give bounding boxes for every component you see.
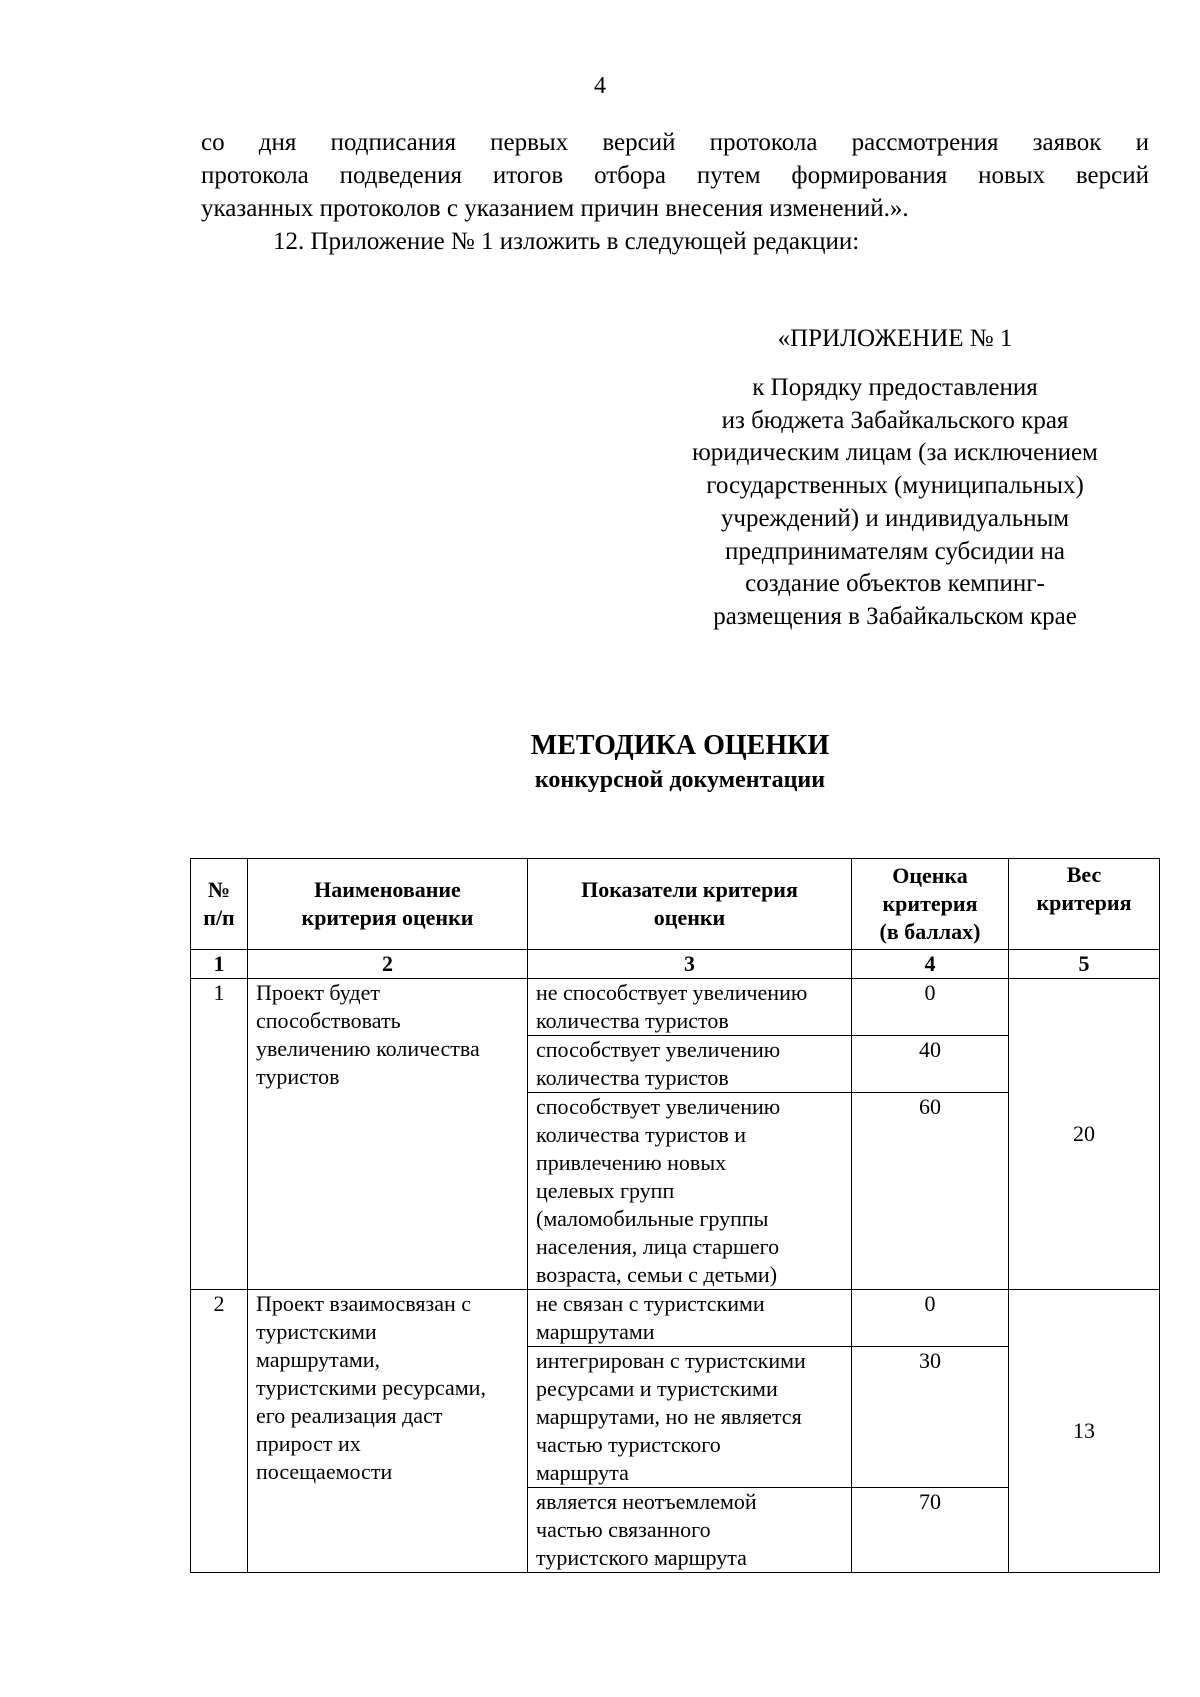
row-number: 1 xyxy=(191,979,248,1290)
column-number: 4 xyxy=(852,950,1009,979)
indicator-text: интегрирован с туристскими ресурсами и туристскими маршрутами, но не является частью туристского маршрута xyxy=(528,1347,852,1488)
page-number: 4 xyxy=(594,73,606,99)
indicator-score: 0 xyxy=(852,979,1009,1036)
header-criterion-name: Наименование критерия оценки xyxy=(248,859,528,950)
header-indicators: Показатели критерия оценки xyxy=(528,859,852,950)
intro-line: со дня подписания первых версий протокола рассмотрения заявок и xyxy=(201,129,1149,156)
appendix-caption-line: государственных (муниципальных) xyxy=(706,472,1084,500)
indicator-score: 0 xyxy=(852,1290,1009,1347)
appendix-caption-line: создание объектов кемпинг- xyxy=(745,570,1045,598)
method-title: МЕТОДИКА ОЦЕНКИ xyxy=(530,730,830,761)
indicator-text: способствует увеличению количества туристов и привлечению новых целевых групп (маломобильные группы населения, лица старшего возраста, семьи с детьми) xyxy=(528,1093,852,1290)
appendix-caption-line: из бюджета Забайкальского края xyxy=(721,406,1069,434)
indicator-text: не связан с туристскими маршрутами xyxy=(528,1290,852,1347)
column-number-row xyxy=(191,950,1160,979)
header-no: № п/п xyxy=(191,859,248,950)
appendix-caption-line: учреждений) и индивидуальным xyxy=(720,504,1070,532)
row-number: 2 xyxy=(191,1290,248,1573)
indicator-text: способствует увеличению количества туристов xyxy=(528,1036,852,1093)
appendix-caption-line: к Порядку предоставления xyxy=(752,374,1038,401)
intro-item-12: 12. Приложение № 1 изложить в следующей редакции: xyxy=(273,228,860,255)
indicator-score: 40 xyxy=(852,1036,1009,1093)
appendix-caption-line: размещения в Забайкальском крае xyxy=(713,602,1077,630)
header-weight: Вес критерия xyxy=(1009,859,1160,950)
indicator-text: не способствует увеличению количества туристов xyxy=(528,979,852,1036)
indicator-score: 60 xyxy=(852,1093,1009,1290)
appendix-caption-line: юридическим лицам (за исключением xyxy=(692,439,1098,467)
table-row xyxy=(191,1290,1160,1347)
intro-line: указанных протоколов с указанием причин внесения изменений.». xyxy=(201,195,909,222)
intro-paragraph xyxy=(201,126,1149,258)
criteria-table xyxy=(190,858,1160,1573)
intro-line: протокола подведения итогов отбора путем формирования новых версий xyxy=(201,162,1149,189)
table-header-row xyxy=(191,859,1160,950)
table-row xyxy=(191,979,1160,1036)
criterion-weight: 20 xyxy=(1009,979,1160,1290)
criterion-name: Проект будет способствовать увеличению количества туристов xyxy=(248,979,528,1290)
column-number: 1 xyxy=(191,950,248,979)
appendix-caption-line: предпринимателям субсидии на xyxy=(725,537,1065,565)
criterion-name: Проект взаимосвязан с туристскими маршрутами, туристскими ресурсами, его реализация даст прирост их посещаемости xyxy=(248,1290,528,1573)
column-number: 2 xyxy=(248,950,528,979)
column-number: 5 xyxy=(1009,950,1160,979)
appendix-title: «ПРИЛОЖЕНИЕ № 1 xyxy=(777,325,1013,352)
header-score: Оценка критерия (в баллах) xyxy=(852,859,1009,950)
criterion-weight: 13 xyxy=(1009,1290,1160,1573)
column-number: 3 xyxy=(528,950,852,979)
indicator-score: 30 xyxy=(852,1347,1009,1488)
indicator-score: 70 xyxy=(852,1488,1009,1573)
indicator-text: является неотъемлемой частью связанного туристского маршрута xyxy=(528,1488,852,1573)
appendix-caption xyxy=(660,372,1130,634)
method-subtitle: конкурсной документации xyxy=(534,767,826,793)
